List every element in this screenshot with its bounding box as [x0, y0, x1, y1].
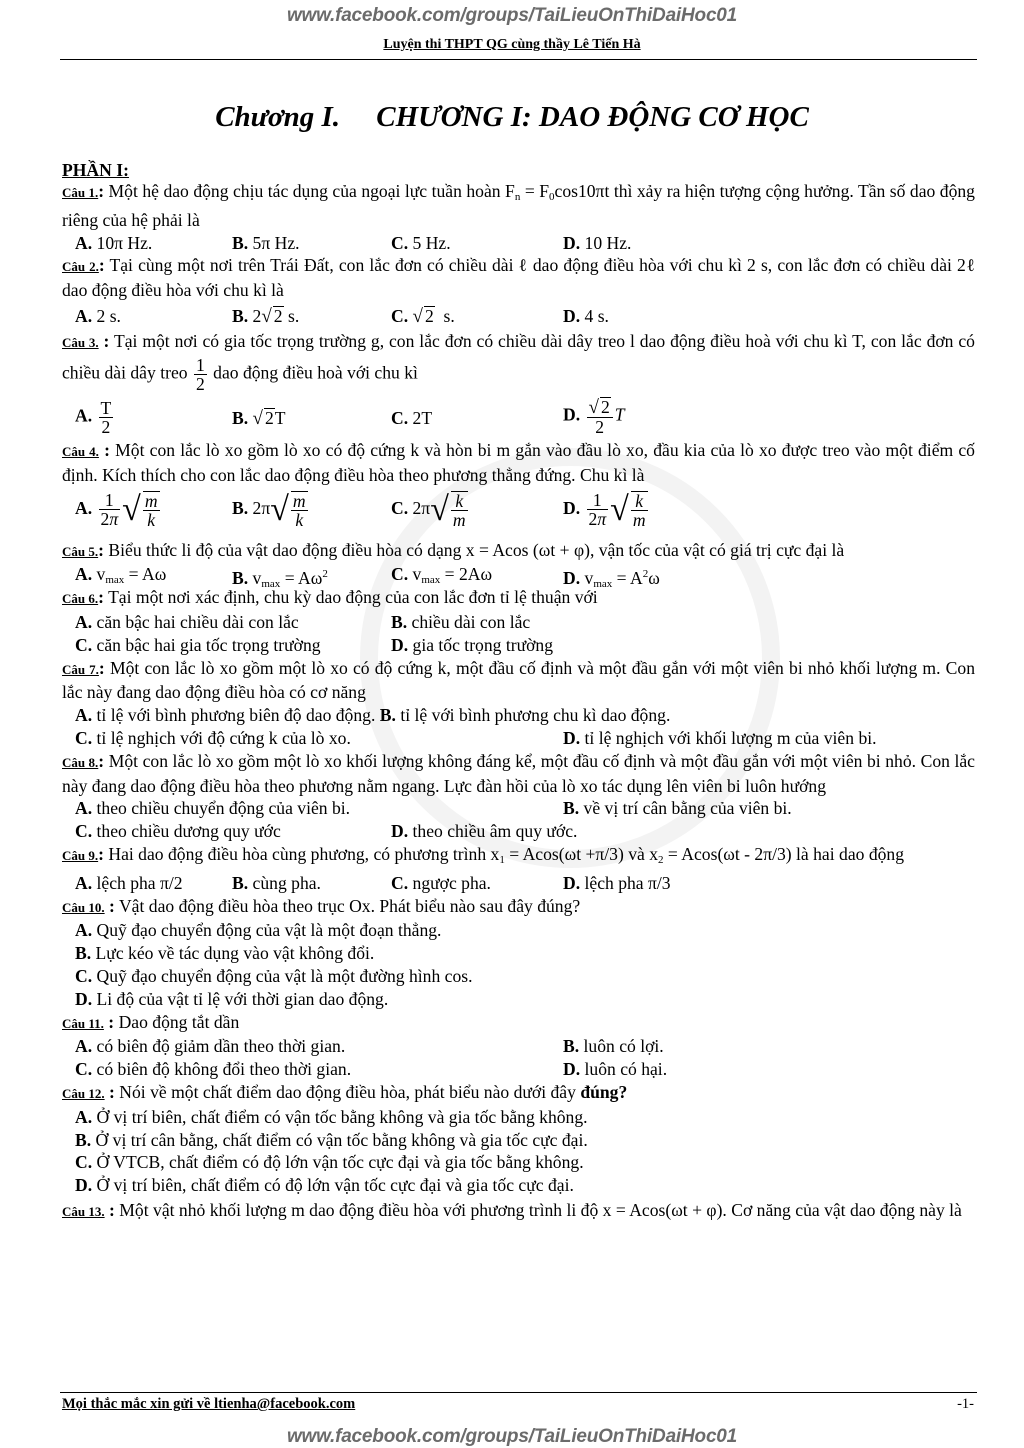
option-b[interactable]: B. chiều dài con lắc: [391, 611, 531, 632]
option-a[interactable]: A. theo chiều chuyển động của viên bi.: [75, 798, 351, 819]
label-separator: :: [98, 657, 105, 678]
options-row: [62, 727, 975, 750]
question-label: Câu 10.: [62, 899, 105, 915]
question-label: Câu 7.: [62, 661, 99, 677]
label-separator: :: [98, 439, 110, 460]
question-9: [62, 843, 975, 872]
option-d[interactable]: D. $\frac{1}{2\pi}$ √ $\frac{k}{m}$: [563, 490, 646, 530]
option-c[interactable]: C. 5 Hz.: [391, 232, 451, 253]
question-label: Câu 8.: [62, 754, 99, 770]
question-text: Biểu thức li độ của vật dao động điều hòa có dạng x = Acos (ωt + φ), vận tốc của vật có giá trị cực đại là: [103, 539, 845, 560]
question-8: [62, 750, 975, 798]
option-c[interactable]: C. Ở VTCB, chất điểm có độ lớn vận tốc cực đại và gia tốc bằng không.: [75, 1152, 584, 1173]
question-text: Một hệ dao động chịu tác dụng của ngoại lực tuần hoàn $F_n = F_0\cos 10\pi t$ thì xảy ra hiện tượng cộng hưởng. Tần số dao động riêng của hệ phải là: [62, 181, 975, 230]
options-row: [62, 1058, 975, 1081]
option-b[interactable]: B. 2π√ $\frac{m}{k}$: [232, 490, 306, 530]
question-6: [62, 586, 975, 611]
options-row: [62, 634, 975, 657]
label-separator: :: [98, 843, 104, 864]
option-b[interactable]: B. cùng pha.: [232, 872, 321, 893]
option-c[interactable]: C. √ 2 s.: [391, 305, 455, 327]
question-1: [62, 180, 975, 232]
header-divider: [60, 59, 977, 60]
question-7: [62, 657, 975, 705]
question-13: [62, 1199, 975, 1224]
footer-contact[interactable]: Mọi thắc mắc xin gửi về ltienha@facebook.com: [62, 1396, 356, 1412]
option-b[interactable]: B. Lực kéo về tác dụng vào vật không đổi.: [75, 943, 375, 964]
options-row: [62, 797, 975, 820]
option-c[interactable]: C. có biên độ không đổi theo thời gian.: [75, 1059, 352, 1080]
footer-divider: [60, 1392, 977, 1393]
option-c[interactable]: C. 2T: [391, 407, 433, 428]
option-a[interactable]: A. căn bậc hai chiều dài con lắc: [75, 611, 299, 632]
question-label: Câu 5.: [62, 543, 99, 559]
option-b[interactable]: B. √ 2T: [232, 407, 286, 429]
option-a[interactable]: A. $\frac{T}{2}$: [75, 397, 112, 437]
option-b[interactable]: B. 2√ 2 s.: [232, 305, 300, 327]
option-a[interactable]: A. 2 s.: [75, 305, 121, 326]
option-b[interactable]: B. Ở vị trí cân bằng, chất điểm có vận tốc bằng không và gia tốc cực đại.: [75, 1129, 588, 1150]
label-separator: :: [98, 539, 104, 560]
question-11: [62, 1011, 975, 1036]
question-label: Câu 6.: [62, 591, 99, 607]
question-3: [62, 328, 975, 393]
question-text: Một con lắc lò xo gồm một lò xo có độ cứng k, một đầu cố định và một đầu gắn với một viên bi nhỏ khối lượng m. Con lắc này đang dao động điều hòa có cơ năng: [62, 657, 976, 703]
option-d[interactable]: D. Li độ của vật tỉ lệ với thời gian dao động.: [75, 988, 389, 1009]
option-c[interactable]: C. theo chiều dương quy ước: [75, 821, 281, 842]
options-row: [62, 611, 975, 634]
option-a[interactable]: A. 10π Hz.: [75, 232, 153, 253]
option-c[interactable]: C. tỉ lệ nghịch với độ cứng k của lò xo.: [75, 727, 351, 748]
option-d[interactable]: D. lệch pha π/3: [563, 872, 671, 893]
label-separator: :: [98, 181, 105, 201]
question-label: Câu 3.: [62, 334, 99, 350]
question-2: [62, 254, 975, 302]
question-4: [62, 439, 975, 487]
option-d[interactable]: D. gia tốc trọng trường: [391, 634, 554, 655]
option-a[interactable]: A. tỉ lệ với bình phương biên độ dao động.: [75, 705, 376, 726]
options-row: [62, 232, 975, 255]
option-d[interactable]: D. Ở vị trí biên, chất điểm có độ lớn vận tốc cực đại và gia tốc cực đại.: [75, 1175, 574, 1196]
fraction: $\frac{1}{2}$: [195, 354, 205, 394]
emphasis-text: đúng?: [580, 1081, 628, 1102]
option-a[interactable]: A. có biên độ giảm dần theo thời gian.: [75, 1036, 346, 1057]
question-text: Hai dao động điều hòa cùng phương, có phương trình $x_1 = Acos(\omega t +\pi/3)$ và $x_2 = Acos(\omega t - 2\pi/3)$ là hai dao động: [103, 843, 905, 866]
option-d[interactable]: D. tỉ lệ nghịch với khối lượng m của viên bi.: [563, 727, 877, 748]
option-c[interactable]: C. Quỹ đạo chuyển động của vật là một đường hình cos.: [75, 965, 473, 986]
question-10: [62, 895, 975, 920]
question-text: Dao động tắt dần: [114, 1011, 240, 1032]
option-c[interactable]: C. căn bậc hai gia tốc trọng trường: [75, 634, 321, 655]
question-list: [62, 160, 975, 1224]
question-label: Câu 13.: [62, 1203, 105, 1219]
question-text: Nói về một chất điểm dao động điều hòa, phát biểu nào dưới đây: [114, 1081, 581, 1102]
option-a[interactable]: A. lệch pha π/2: [75, 872, 183, 893]
question-label: Câu 1.: [62, 185, 99, 200]
question-text: Một con lắc lò xo gồm một lò xo khối lượng không đáng kể, một đầu cố định và một đầu gắn với một viên bi nhỏ. Con lắc này đang dao động điều hòa theo phương nằm ngang. Lực đàn hồi của lò xo tác dụng lên viên bi luôn hướng: [62, 750, 975, 796]
question-text: Một vật nhỏ khối lượng m dao động điều hòa với phương trình li độ x = Acos(ωt + φ). Cơ năng của vật dao động này là: [114, 1199, 962, 1220]
question-text: Tại một nơi xác định, chu kỳ dao động của con lắc đơn tỉ lệ thuận với: [103, 587, 598, 608]
part-label: PHẦN I:: [62, 160, 129, 180]
question-label: Câu 4.: [62, 443, 99, 459]
option-b[interactable]: B. 5π Hz.: [232, 232, 300, 253]
option-d[interactable]: D. luôn có hại.: [563, 1059, 668, 1080]
option-a[interactable]: A. $\frac{1}{2\pi}$ √ $\frac{m}{k}$: [75, 490, 158, 530]
question-5: [62, 539, 975, 564]
option-b[interactable]: B. tỉ lệ với bình phương chu kì dao động.: [379, 705, 671, 726]
footer-facebook-link[interactable]: www.facebook.com/groups/TaiLieuOnThiDaiHoc01: [286, 1426, 738, 1447]
question-text: Tại cùng một nơi trên Trái Đất, con lắc đơn có chiều dài ℓ dao động điều hòa với chu kì 2 s, con lắc đơn có chiều dài 2ℓ dao động điều hòa với chu kì là: [62, 255, 975, 301]
question-label: Câu 11.: [62, 1015, 104, 1031]
options-row: [62, 704, 975, 727]
option-b[interactable]: B. về vị trí cân bằng của viên bi.: [563, 798, 792, 819]
option-d[interactable]: D. $\frac{√ 2}{2}$ T: [563, 396, 625, 437]
question-text-cont: dao động điều hoà với chu kì: [208, 362, 418, 383]
header-facebook-link[interactable]: www.facebook.com/groups/TaiLieuOnThiDaiHoc01: [286, 5, 738, 26]
option-d[interactable]: D. theo chiều âm quy ước.: [391, 821, 578, 842]
label-separator: :: [104, 1081, 115, 1102]
options-row: [62, 302, 975, 328]
chapter-title: Chương I. CHƯƠNG I: DAO ĐỘNG CƠ HỌC: [215, 101, 809, 133]
option-c[interactable]: C. $v_{max} = 2A\omega$: [391, 564, 493, 587]
page-number: -1-: [957, 1396, 974, 1412]
label-separator: :: [98, 330, 110, 351]
label-separator: :: [104, 1199, 115, 1220]
label-separator: :: [98, 255, 105, 276]
question-12: [62, 1081, 975, 1106]
option-d[interactable]: D. $v_{max} = A^2\omega$: [563, 568, 660, 591]
question-label: Câu 2.: [62, 259, 99, 275]
options-row: [62, 820, 975, 843]
option-b[interactable]: B. luôn có lợi.: [563, 1036, 664, 1057]
option-b[interactable]: B. $v_{max} = A\omega^2$: [232, 568, 328, 591]
options-row: [62, 393, 975, 439]
question-text: Một con lắc lò xo gồm lò xo có độ cứng k và hòn bi m gắn vào đầu lò xo, đầu kia của lò xo được treo vào một điểm cố định. Kích thích cho con lắc dao động điều hòa theo phương thẳng đứng. Chu kì là: [62, 439, 975, 485]
options-row: [62, 1035, 975, 1058]
question-label: Câu 12.: [62, 1085, 105, 1101]
options-row: [62, 563, 975, 591]
option-d[interactable]: D. 4 s.: [563, 305, 609, 326]
option-c[interactable]: C. ngược pha.: [391, 872, 491, 893]
question-text: Vật dao động điều hòa theo trục Ox. Phát biểu nào sau đây đúng?: [114, 895, 581, 916]
label-separator: :: [98, 587, 104, 608]
question-text: Tại một nơi có gia tốc trọng trường g, con lắc đơn có chiều dài dây treo l dao động điều hoà với chu kì T, con lắc đơn có chiều dài dây treo: [62, 330, 975, 383]
header-subtitle: Luyện thi THPT QG cùng thầy Lê Tiến Hà: [383, 37, 641, 52]
options-row: [62, 872, 975, 895]
label-separator: :: [103, 1011, 115, 1032]
option-a[interactable]: A. Quỹ đạo chuyển động của vật là một đoạn thẳng.: [75, 920, 442, 941]
option-d[interactable]: D. 10 Hz.: [563, 232, 632, 253]
option-a[interactable]: A. $v_{max} = A\omega$: [75, 564, 167, 587]
question-label: Câu 9.: [62, 847, 99, 863]
label-separator: :: [104, 895, 115, 916]
option-c[interactable]: C. 2π√ $\frac{k}{m}$: [391, 490, 466, 530]
options-row: [62, 487, 975, 539]
option-a[interactable]: A. Ở vị trí biên, chất điểm có vận tốc bằng không và gia tốc bằng không.: [75, 1106, 588, 1127]
label-separator: :: [98, 750, 105, 771]
